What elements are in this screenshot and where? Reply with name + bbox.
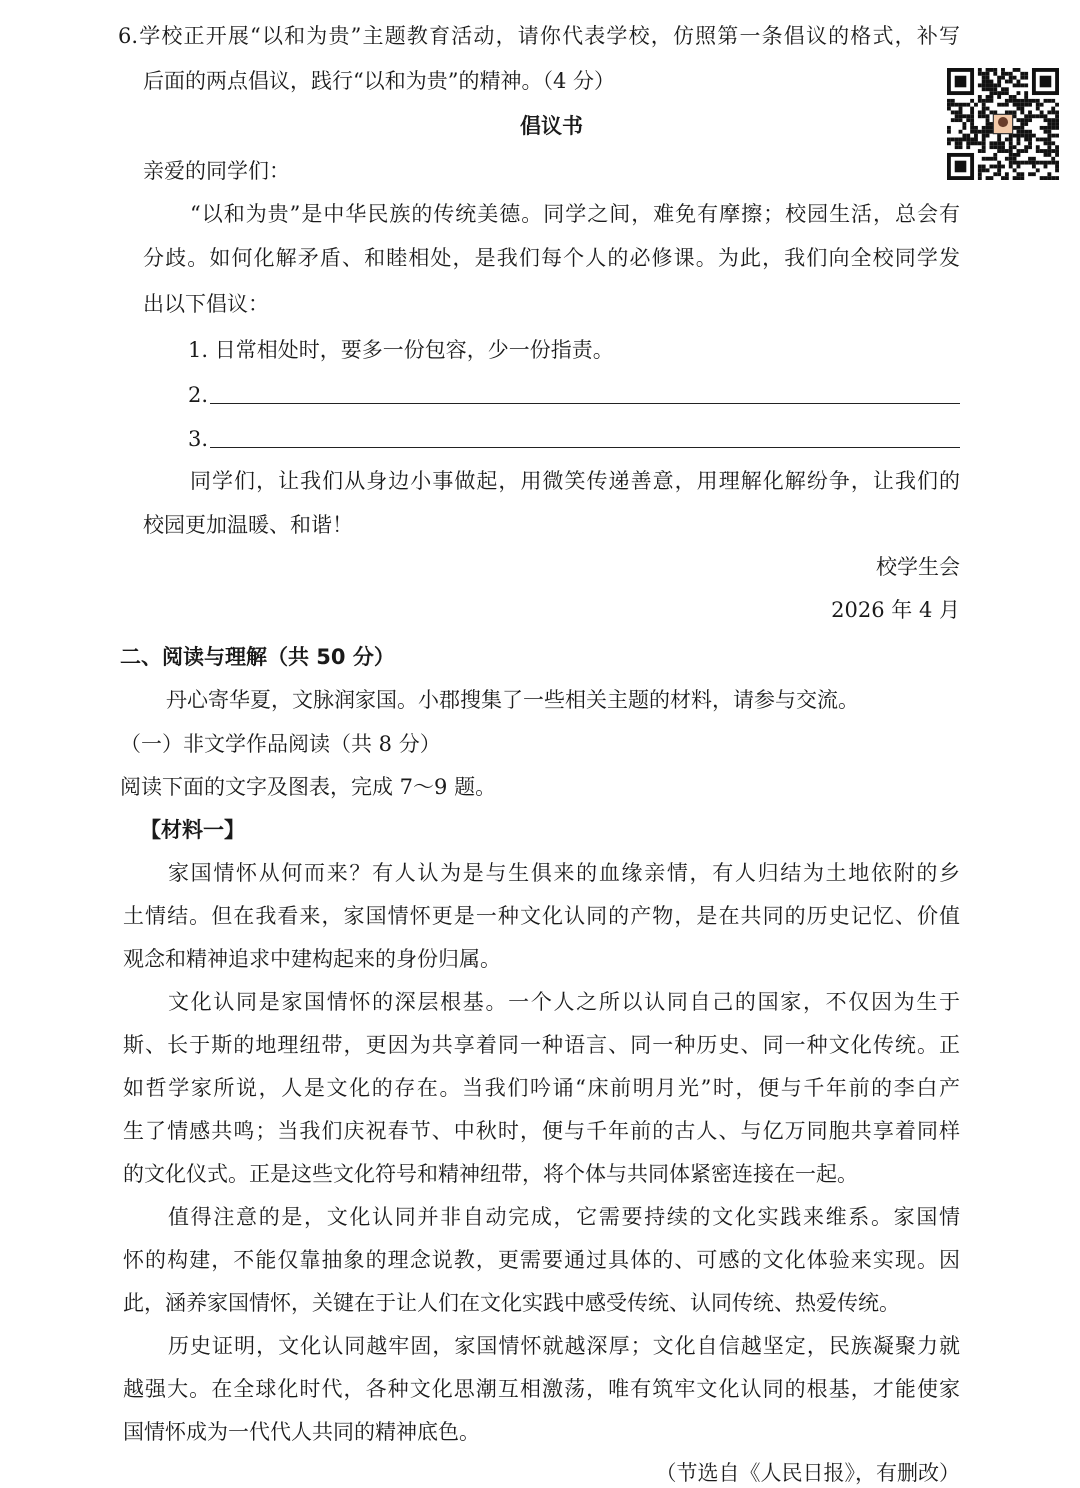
sub-heading: （一）非文学作品阅读（共 8 分） — [120, 732, 441, 756]
proposal-intro-line: 出以下倡议： — [143, 292, 269, 316]
proposal-item-3: 3. — [188, 427, 209, 451]
material-paragraph-line: 国情怀成为一代代人共同的精神底色。 — [123, 1420, 480, 1444]
answer-blank-3[interactable] — [210, 447, 960, 448]
material-paragraph-line: 此，涵养家国情怀，关键在于让人们在文化实践中感受传统、认同传统、热爱传统。 — [123, 1291, 900, 1315]
question-6-line: 6.学校正开展“以和为贵”主题教育活动，请你代表学校，仿照第一条倡议的格式，补写 — [118, 24, 960, 48]
proposal-item-2: 2. — [188, 383, 209, 407]
instruction: 阅读下面的文字及图表，完成 7～9 题。 — [120, 775, 497, 799]
material-label: 【材料一】 — [140, 818, 245, 842]
question-6-line: 后面的两点倡议，践行“以和为贵”的精神。（4 分） — [143, 69, 616, 93]
proposal-title: 倡议书 — [520, 114, 583, 138]
qr-code-icon — [946, 68, 1060, 180]
material-paragraph-line: 家国情怀从何而来？有人认为是与生俱来的血缘亲情，有人归结为土地依附的乡 — [168, 861, 960, 885]
proposal-signature: 校学生会 — [876, 555, 960, 579]
proposal-closing-line: 同学们，让我们从身边小事做起，用微笑传递善意，用理解化解纷争，让我们的 — [190, 469, 960, 493]
material-paragraph-line: 值得注意的是，文化认同并非自动完成，它需要持续的文化实践来维系。家国情 — [168, 1205, 960, 1229]
proposal-greeting: 亲爱的同学们： — [143, 159, 290, 183]
source-citation: （节选自《人民日报》，有删改） — [655, 1461, 960, 1485]
proposal-intro-line: “以和为贵”是中华民族的传统美德。同学之间，难免有摩擦；校园生活，总会有 — [190, 202, 960, 226]
material-paragraph-line: 如哲学家所说，人是文化的存在。当我们吟诵“床前明月光”时，便与千年前的李白产 — [123, 1076, 960, 1100]
material-paragraph-line: 越强大。在全球化时代，各种文化思潮互相激荡，唯有筑牢文化认同的根基，才能使家 — [123, 1377, 960, 1401]
material-paragraph-line: 生了情感共鸣；当我们庆祝春节、中秋时，便与千年前的古人、与亿万同胞共享着同样 — [123, 1119, 960, 1143]
material-paragraph-line: 土情结。但在我看来，家国情怀更是一种文化认同的产物，是在共同的历史记忆、价值 — [123, 904, 960, 928]
material-paragraph-line: 的文化仪式。正是这些文化符号和精神纽带，将个体与共同体紧密连接在一起。 — [123, 1162, 858, 1186]
material-paragraph-line: 斯、长于斯的地理纽带，更因为共享着同一种语言、同一种历史、同一种文化传统。正 — [123, 1033, 960, 1057]
proposal-closing-line: 校园更加温暖、和谐！ — [143, 513, 353, 537]
proposal-item-1: 1. 日常相处时，要多一份包容，少一份指责。 — [188, 338, 614, 362]
proposal-date: 2026 年 4 月 — [831, 598, 960, 622]
material-paragraph-line: 观念和精神追求中建构起来的身份归属。 — [123, 947, 501, 971]
section-heading: 二、阅读与理解（共 50 分） — [120, 645, 395, 669]
section-intro: 丹心寄华夏，文脉润家国。小郡搜集了一些相关主题的材料，请参与交流。 — [166, 688, 859, 712]
answer-blank-2[interactable] — [210, 403, 960, 404]
material-paragraph-line: 文化认同是家国情怀的深层根基。一个人之所以认同自己的国家，不仅因为生于 — [168, 990, 960, 1014]
proposal-intro-line: 分歧。如何化解矛盾、和睦相处，是我们每个人的必修课。为此，我们向全校同学发 — [143, 246, 960, 270]
material-paragraph-line: 怀的构建，不能仅靠抽象的理念说教，更需要通过具体的、可感的文化体验来实现。因 — [123, 1248, 960, 1272]
material-paragraph-line: 历史证明，文化认同越牢固，家国情怀就越深厚；文化自信越坚定，民族凝聚力就 — [168, 1334, 960, 1358]
